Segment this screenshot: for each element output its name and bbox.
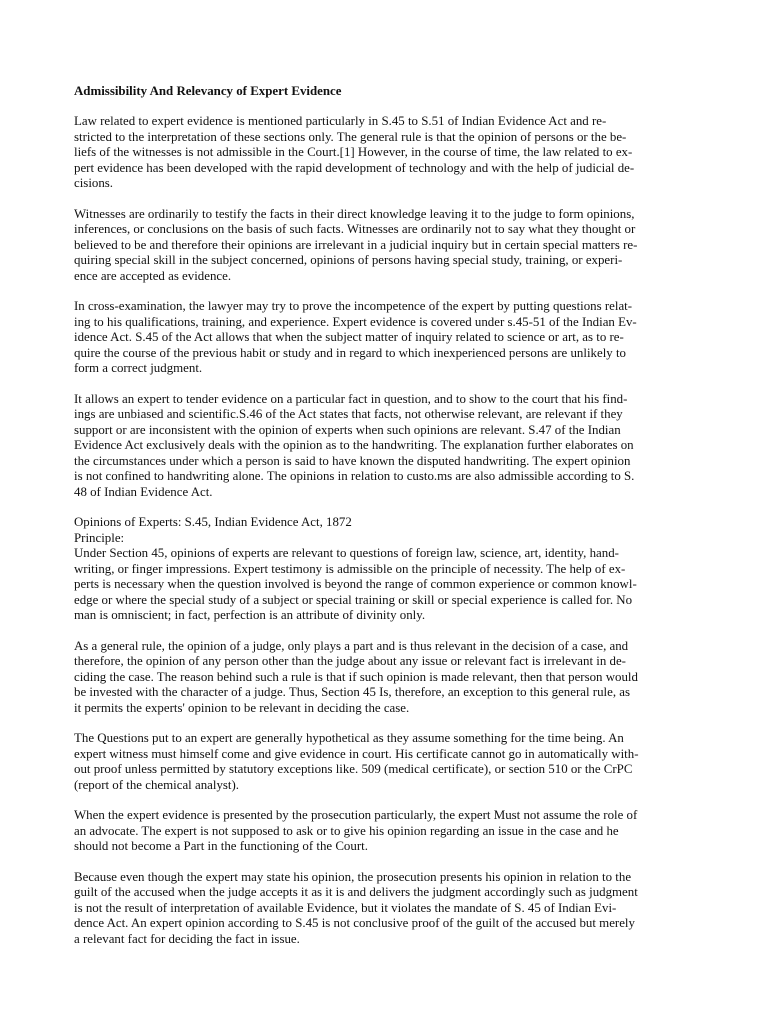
- paragraph-line: out proof unless permitted by statutory exceptions like. 509 (medical certificate), or section 510 or the CrPC: [74, 762, 633, 776]
- paragraph-line: Evidence Act exclusively deals with the opinion as to the handwriting. The explanation further elaborates on: [74, 438, 634, 452]
- paragraph-line: support or are inconsistent with the opinion of experts when such opinions are relevant. S.47 of the Indian: [74, 422, 621, 437]
- paragraph-line: therefore, the opinion of any person other than the judge about any issue or relevant fact is irrelevant in de-: [74, 654, 626, 668]
- paragraph-line: form a correct judgment.: [74, 361, 203, 375]
- paragraph-line: Law related to expert evidence is mentioned particularly in S.45 to S.51 of Indian Evidence Act and re-: [74, 114, 607, 128]
- paragraph-line: should not become a Part in the functioning of the Court.: [74, 839, 368, 853]
- paragraph-line: writing, or finger impressions. Expert testimony is admissible on the principle of necessity. The help of ex-: [74, 561, 626, 576]
- paragraph-line: guilt of the accused when the judge accepts it as it is and delivers the judgment accordingly such as judgment: [74, 885, 638, 899]
- paragraph-conclusive-proof: [74, 870, 698, 948]
- paragraph-line: a relevant fact for deciding the fact in issue.: [74, 931, 300, 946]
- paragraph-line: In cross-examination, the lawyer may try to prove the incompetence of the expert by putting questions relat-: [74, 299, 633, 313]
- paragraph-tender-evidence: [74, 392, 698, 501]
- paragraph-line: It allows an expert to tender evidence on a particular fact in question, and to show to the court that his find-: [74, 391, 628, 406]
- paragraph-line: is not confined to handwriting alone. The opinions in relation to custo.ms are also admissible according to S.: [74, 469, 635, 483]
- paragraph-general-rule: [74, 639, 698, 717]
- paragraph-line: Under Section 45, opinions of experts are relevant to questions of foreign law, science, art, identity, hand-: [74, 546, 619, 560]
- paragraph-opinions-of-experts: [74, 515, 698, 624]
- paragraph-line: As a general rule, the opinion of a judge, only plays a part and is thus relevant in the decision of a case, and: [74, 638, 629, 653]
- paragraph-line: ence are accepted as evidence.: [74, 268, 232, 283]
- paragraph-line: expert witness must himself come and give evidence in court. His certificate cannot go in automatically with-: [74, 746, 639, 761]
- paragraph-hypothetical-questions: [74, 731, 698, 793]
- paragraph-line: inferences, or conclusions on the basis of such facts. Witnesses are ordinarily not to say what they thought or: [74, 222, 636, 236]
- paragraph-line: perts is necessary when the question involved is beyond the range of common experience or common knowl-: [74, 577, 637, 591]
- paragraph-line: idence Act. S.45 of the Act allows that when the subject matter of inquiry related to science or art, as to re-: [74, 330, 624, 344]
- paragraph-line: an advocate. The expert is not supposed to ask or to give his opinion regarding an issue in the case and he: [74, 823, 619, 838]
- paragraph-line: dence Act. An expert opinion according to S.45 is not conclusive proof of the guilt of the accused but merely: [74, 916, 635, 930]
- paragraph-prosecution-expert: [74, 808, 698, 855]
- paragraph-line: quiring special skill in the subject concerned, opinions of persons having special study, training, or experi-: [74, 253, 623, 267]
- paragraph-line: edge or where the special study of a subject or special training or skill or special experience is called for. No: [74, 592, 633, 607]
- document-title: Admissibility And Relevancy of Expert Evidence: [74, 84, 342, 98]
- paragraph-line: Witnesses are ordinarily to testify the facts in their direct knowledge leaving it to the judge to form opinions,: [74, 206, 635, 221]
- paragraph-line: ing to his qualifications, training, and experience. Expert evidence is covered under s.45-51 of the Indian Ev-: [74, 314, 637, 329]
- paragraph-line: it permits the experts' opinion to be relevant in deciding the case.: [74, 700, 410, 715]
- paragraph-line: stricted to the interpretation of these sections only. The general rule is that the opinion of persons or the be-: [74, 129, 627, 144]
- paragraph-line: is not the result of interpretation of available Evidence, but it violates the mandate of S. 45 of Indian Evi-: [74, 900, 617, 915]
- paragraph-witness-testimony: [74, 207, 698, 285]
- paragraph-line: liefs of the witnesses is not admissible in the Court.[1] However, in the course of time, the law related to ex-: [74, 145, 633, 159]
- paragraph-line: cisions.: [74, 176, 114, 190]
- paragraph-expert-law-intro: [74, 114, 698, 192]
- paragraph-line: the circumstances under which a person is said to have known the disputed handwriting. The expert opinion: [74, 453, 631, 468]
- paragraph-line: pert evidence has been developed with the rapid development of technology and with the help of judicial de-: [74, 160, 635, 175]
- paragraph-line: (report of the chemical analyst).: [74, 777, 239, 792]
- paragraph-line: quire the course of the previous habit or study and in regard to which inexperienced persons are unlikely to: [74, 345, 626, 360]
- section-heading: Opinions of Experts: S.45, Indian Evidence Act, 1872: [74, 515, 352, 529]
- paragraph-line: 48 of Indian Evidence Act.: [74, 484, 213, 499]
- paragraph-cross-examination: [74, 299, 698, 377]
- paragraph-line: ings are unbiased and scientific.S.46 of the Act states that facts, not otherwise relevant, are relevant if they: [74, 407, 623, 421]
- paragraph-line: Because even though the expert may state his opinion, the prosecution presents his opinion in relation to the: [74, 869, 632, 884]
- paragraph-line: When the expert evidence is presented by the prosecution particularly, the expert Must not assume the role of: [74, 808, 638, 822]
- paragraph-line: ciding the case. The reason behind such a rule is that if such opinion is made relevant, then that person would: [74, 669, 638, 684]
- section-subheading: Principle:: [74, 530, 125, 545]
- paragraph-line: believed to be and therefore their opinions are irrelevant in a judicial inquiry but in certain special matters re-: [74, 237, 638, 252]
- paragraph-line: be invested with the character of a judge. Thus, Section 45 Is, therefore, an exception to this general rule, as: [74, 685, 631, 699]
- paragraph-line: man is omniscient; in fact, perfection is an attribute of divinity only.: [74, 608, 426, 622]
- paragraph-line: The Questions put to an expert are generally hypothetical as they assume something for the time being. An: [74, 731, 624, 745]
